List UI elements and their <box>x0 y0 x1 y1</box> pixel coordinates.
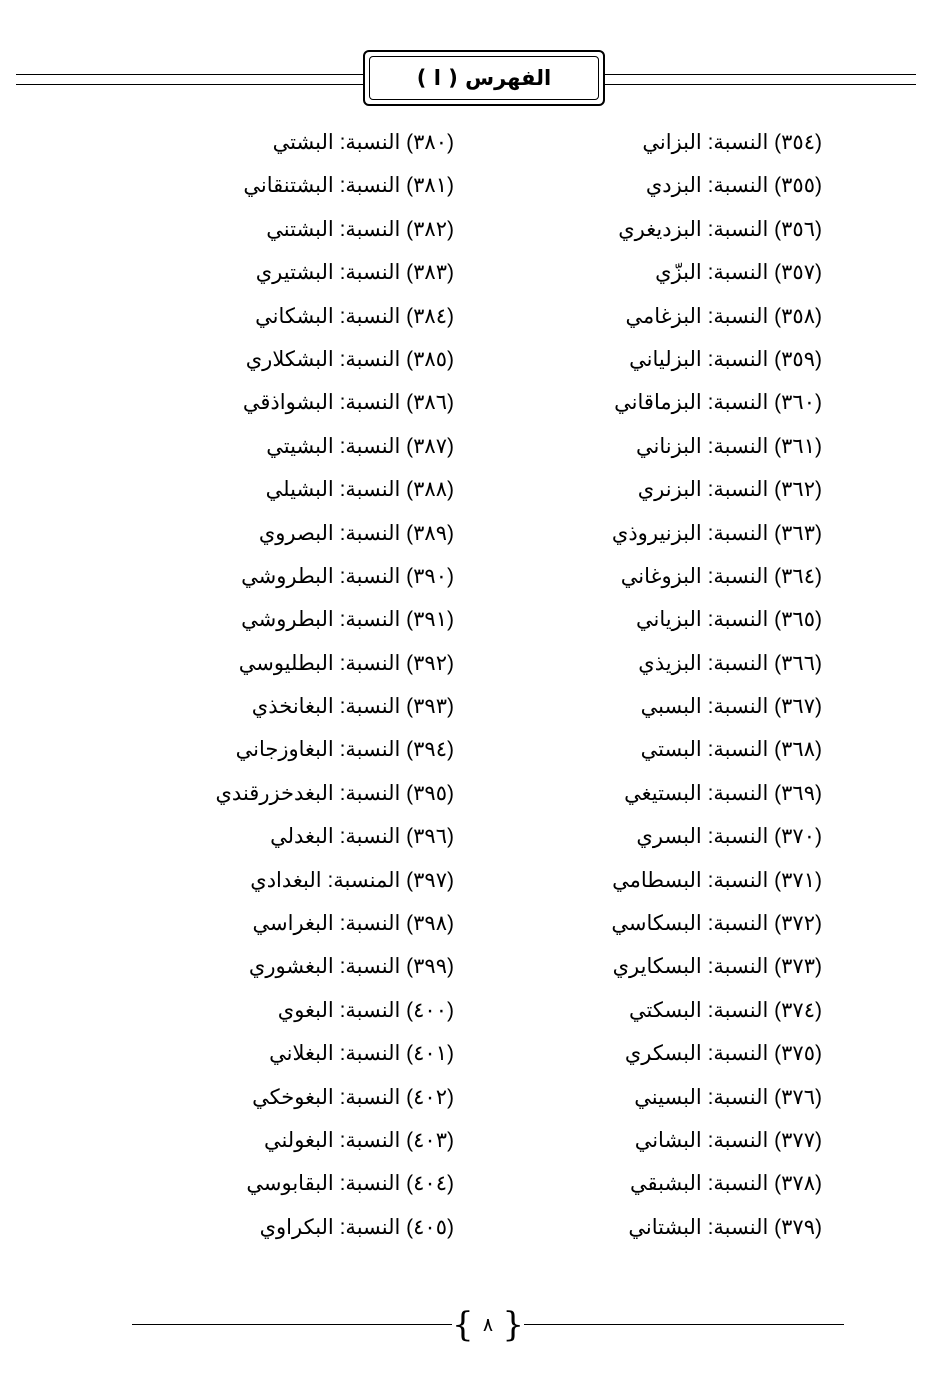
index-entry: (٣٨٥) النسبة: البشكلاري <box>245 347 454 371</box>
index-entry: (٣٦٧) النسبة: البسبي <box>640 695 822 719</box>
index-entry: (٣٩٧) المنسبة: البغدادي <box>250 868 454 892</box>
footer-rule-left <box>132 1324 452 1325</box>
index-entry: (٣٨١) النسبة: البشتنقاني <box>243 174 454 198</box>
index-entry: (٣٧٦) النسبة: البسيني <box>634 1085 822 1109</box>
index-entry: (٣٦٣) النسبة: البزنيروذي <box>611 521 822 545</box>
index-entry: (٣٥٨) النسبة: البزغامي <box>625 304 822 328</box>
index-entry: (٣٧٠) النسبة: البسري <box>636 825 822 849</box>
index-entry: (٣٩١) النسبة: البطروشي <box>241 608 454 632</box>
index-entry: (٤٠١) النسبة: البغلاني <box>269 1042 454 1066</box>
header-rule-left-bottom <box>16 84 363 85</box>
index-entry: (٣٧٩) النسبة: البشتاني <box>628 1215 822 1239</box>
index-entry: (٣٦٩) النسبة: البستيغي <box>624 781 822 805</box>
header-rule-left-top <box>16 74 363 75</box>
close-brace-ornament: } <box>502 1305 524 1345</box>
index-entry: (٣٩٨) النسبة: البغراسي <box>252 912 454 936</box>
index-entry: (٣٦٠) النسبة: البزماقاني <box>614 391 822 415</box>
index-entry: (٣٩٠) النسبة: البطروشي <box>241 564 454 588</box>
page-title: الفهرس ( ا ) <box>369 56 599 100</box>
index-entry: (٣٦٥) النسبة: البزياني <box>636 608 822 632</box>
index-entry: (٣٥٩) النسبة: البزلياني <box>629 347 822 371</box>
index-entry: (٣٥٦) النسبة: البزديغري <box>618 217 822 241</box>
index-entry: (٣٨٢) النسبة: البشتني <box>266 217 454 241</box>
index-entry: (٣٧٥) النسبة: البسكري <box>624 1042 822 1066</box>
index-entry: (٣٦٦) النسبة: البزيذي <box>638 651 822 675</box>
index-entry: (٣٧٢) النسبة: البسكاسي <box>611 912 822 936</box>
title-frame <box>363 50 605 106</box>
index-entry: (٣٨٧) النسبة: البشيتي <box>266 434 454 458</box>
index-entry: (٣٨٤) النسبة: البشكاني <box>255 304 454 328</box>
index-entry: (٣٥٤) النسبة: البزاني <box>642 131 822 154</box>
index-entry: (٣٩٩) النسبة: البغشوري <box>248 955 454 979</box>
index-entry: (٣٦٨) النسبة: البستي <box>640 738 822 762</box>
index-column-right <box>462 121 822 1249</box>
open-brace-ornament: { <box>452 1305 474 1345</box>
page-footer <box>0 1300 932 1360</box>
index-entry: (٣٥٥) النسبة: البزدي <box>645 174 822 198</box>
index-entry: (٣٦٢) النسبة: البزنري <box>637 478 822 502</box>
header-rule-right-top <box>605 74 916 75</box>
index-entry: (٣٨٩) النسبة: البصروي <box>258 521 454 545</box>
page-number-block <box>452 1305 524 1345</box>
header-rule-right-bottom <box>605 84 916 85</box>
index-entry: (٣٩٦) النسبة: البغدلي <box>270 825 454 849</box>
index-entry: (٣٨٣) النسبة: البشتيري <box>255 261 454 285</box>
index-entry: (٣٧٤) النسبة: البسكتي <box>629 998 822 1022</box>
index-entry: (٣٩٣) النسبة: البغانخذي <box>251 695 454 719</box>
index-entry: (٣٥٧) النسبة: البزّي <box>655 261 822 285</box>
index-entry: (٣٧٣) النسبة: البسكايري <box>612 955 822 979</box>
index-entry: (٤٠٣) النسبة: البغولني <box>263 1128 454 1152</box>
index-entry: (٣٩٤) النسبة: البغاوزجاني <box>235 738 454 762</box>
index-entry: (٤٠٢) النسبة: البغوخكي <box>252 1085 454 1109</box>
index-entry: (٣٨٨) النسبة: البشيلي <box>265 478 454 502</box>
index-entry: (٣٦١) النسبة: البزناني <box>636 434 822 458</box>
index-entry: (٤٠٤) النسبة: البقابوسي <box>246 1172 454 1196</box>
index-entry: (٣٧١) النسبة: البسطامي <box>612 868 822 892</box>
index-entry: (٤٠٥) النسبة: البكراوي <box>259 1215 454 1239</box>
index-entry: (٣٩٥) النسبة: البغدخزرقندي <box>215 781 454 805</box>
page-number: ٨ <box>482 1314 494 1336</box>
index-column-left <box>154 121 454 1249</box>
index-entry: (٣٧٧) النسبة: البشاني <box>634 1128 822 1152</box>
index-entry: (٣٩٢) النسبة: البطليوسي <box>238 651 454 675</box>
index-entry: (٣٨٠) النسبة: البشتي <box>272 131 454 154</box>
index-entry: (٣٨٦) النسبة: البشواذقي <box>242 391 454 415</box>
index-entry: (٣٧٨) النسبة: البشبقي <box>629 1172 822 1196</box>
page-header <box>0 0 932 120</box>
index-entry: (٤٠٠) النسبة: البغوي <box>277 998 454 1022</box>
index-entry: (٣٦٤) النسبة: البزوغاني <box>620 564 822 588</box>
footer-rule-right <box>524 1324 844 1325</box>
